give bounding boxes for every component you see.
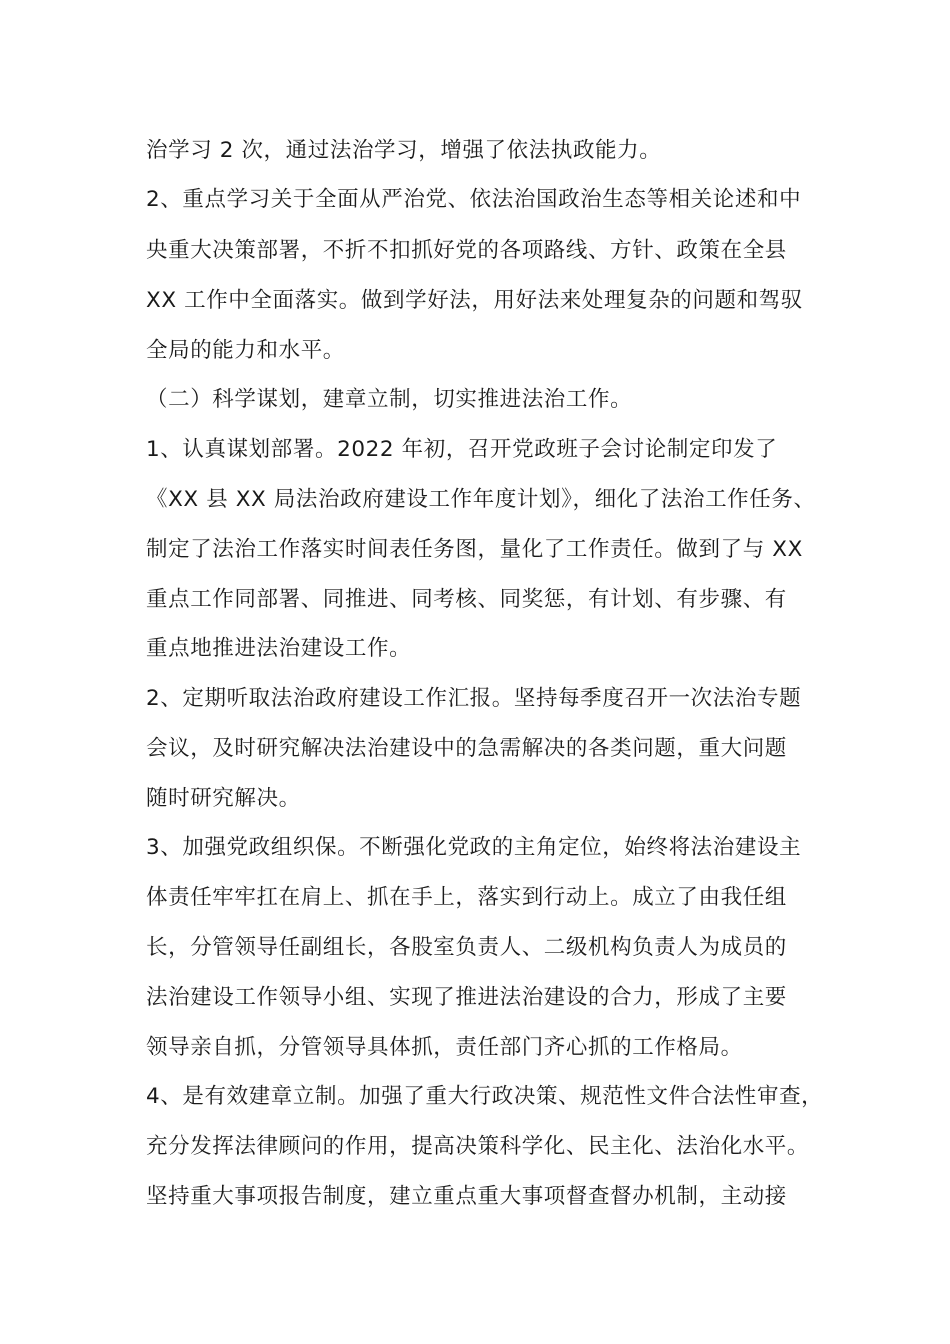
text-line: 4、是有效建章立制。加强了重大行政决策、规范性文件合法性审查， [146, 1084, 824, 1109]
text-line: 全局的能力和水平。 [146, 338, 345, 363]
text-line: 充分发挥法律顾问的作用，提高决策科学化、民主化、法治化水平。 [146, 1134, 810, 1159]
text-line: 重点工作同部署、同推进、同考核、同奖惩，有计划、有步骤、有 [146, 587, 787, 612]
text-line: 3、加强党政组织保。不断强化党政的主角定位，始终将法治建设主 [146, 835, 802, 860]
section-heading: （二）科学谋划，建章立制，切实推进法治工作。 [146, 387, 633, 412]
text-line: 2、定期听取法治政府建设工作汇报。坚持每季度召开一次法治专题 [146, 686, 802, 711]
text-line: 随时研究解决。 [146, 786, 301, 811]
text-line: 央重大决策部署，不折不扣抓好党的各项路线、方针、政策在全县 [146, 238, 787, 263]
text-line: 重点地推进法治建设工作。 [146, 636, 412, 661]
text-line: 会议，及时研究解决法治建设中的急需解决的各类问题，重大问题 [146, 736, 787, 761]
text-line: 体责任牢牢扛在肩上、抓在手上，落实到行动上。成立了由我任组 [146, 885, 787, 910]
text-line: 制定了法治工作落实时间表任务图，量化了工作责任。做到了与 XX [146, 537, 803, 562]
text-line: 1、认真谋划部署。2022 年初，召开党政班子会讨论制定印发了 [146, 437, 778, 462]
text-line: 法治建设工作领导小组、实现了推进法治建设的合力，形成了主要 [146, 985, 787, 1010]
text-line: 长，分管领导任副组长，各股室负责人、二级机构负责人为成员的 [146, 935, 787, 960]
text-line: 2、重点学习关于全面从严治党、依法治国政治生态等相关论述和中 [146, 187, 802, 212]
text-line: 坚持重大事项报告制度，建立重点重大事项督查督办机制，主动接 [146, 1184, 787, 1209]
text-line: XX 工作中全面落实。做到学好法，用好法来处理复杂的问题和驾驭 [146, 288, 803, 313]
text-line: 治学习 2 次，通过法治学习，增强了依法执政能力。 [146, 138, 662, 163]
text-line: 领导亲自抓，分管领导具体抓，责任部门齐心抓的工作格局。 [146, 1035, 743, 1060]
text-line: 《XX 县 XX 局法治政府建设工作年度计划》，细化了法治工作任务、 [146, 487, 816, 512]
